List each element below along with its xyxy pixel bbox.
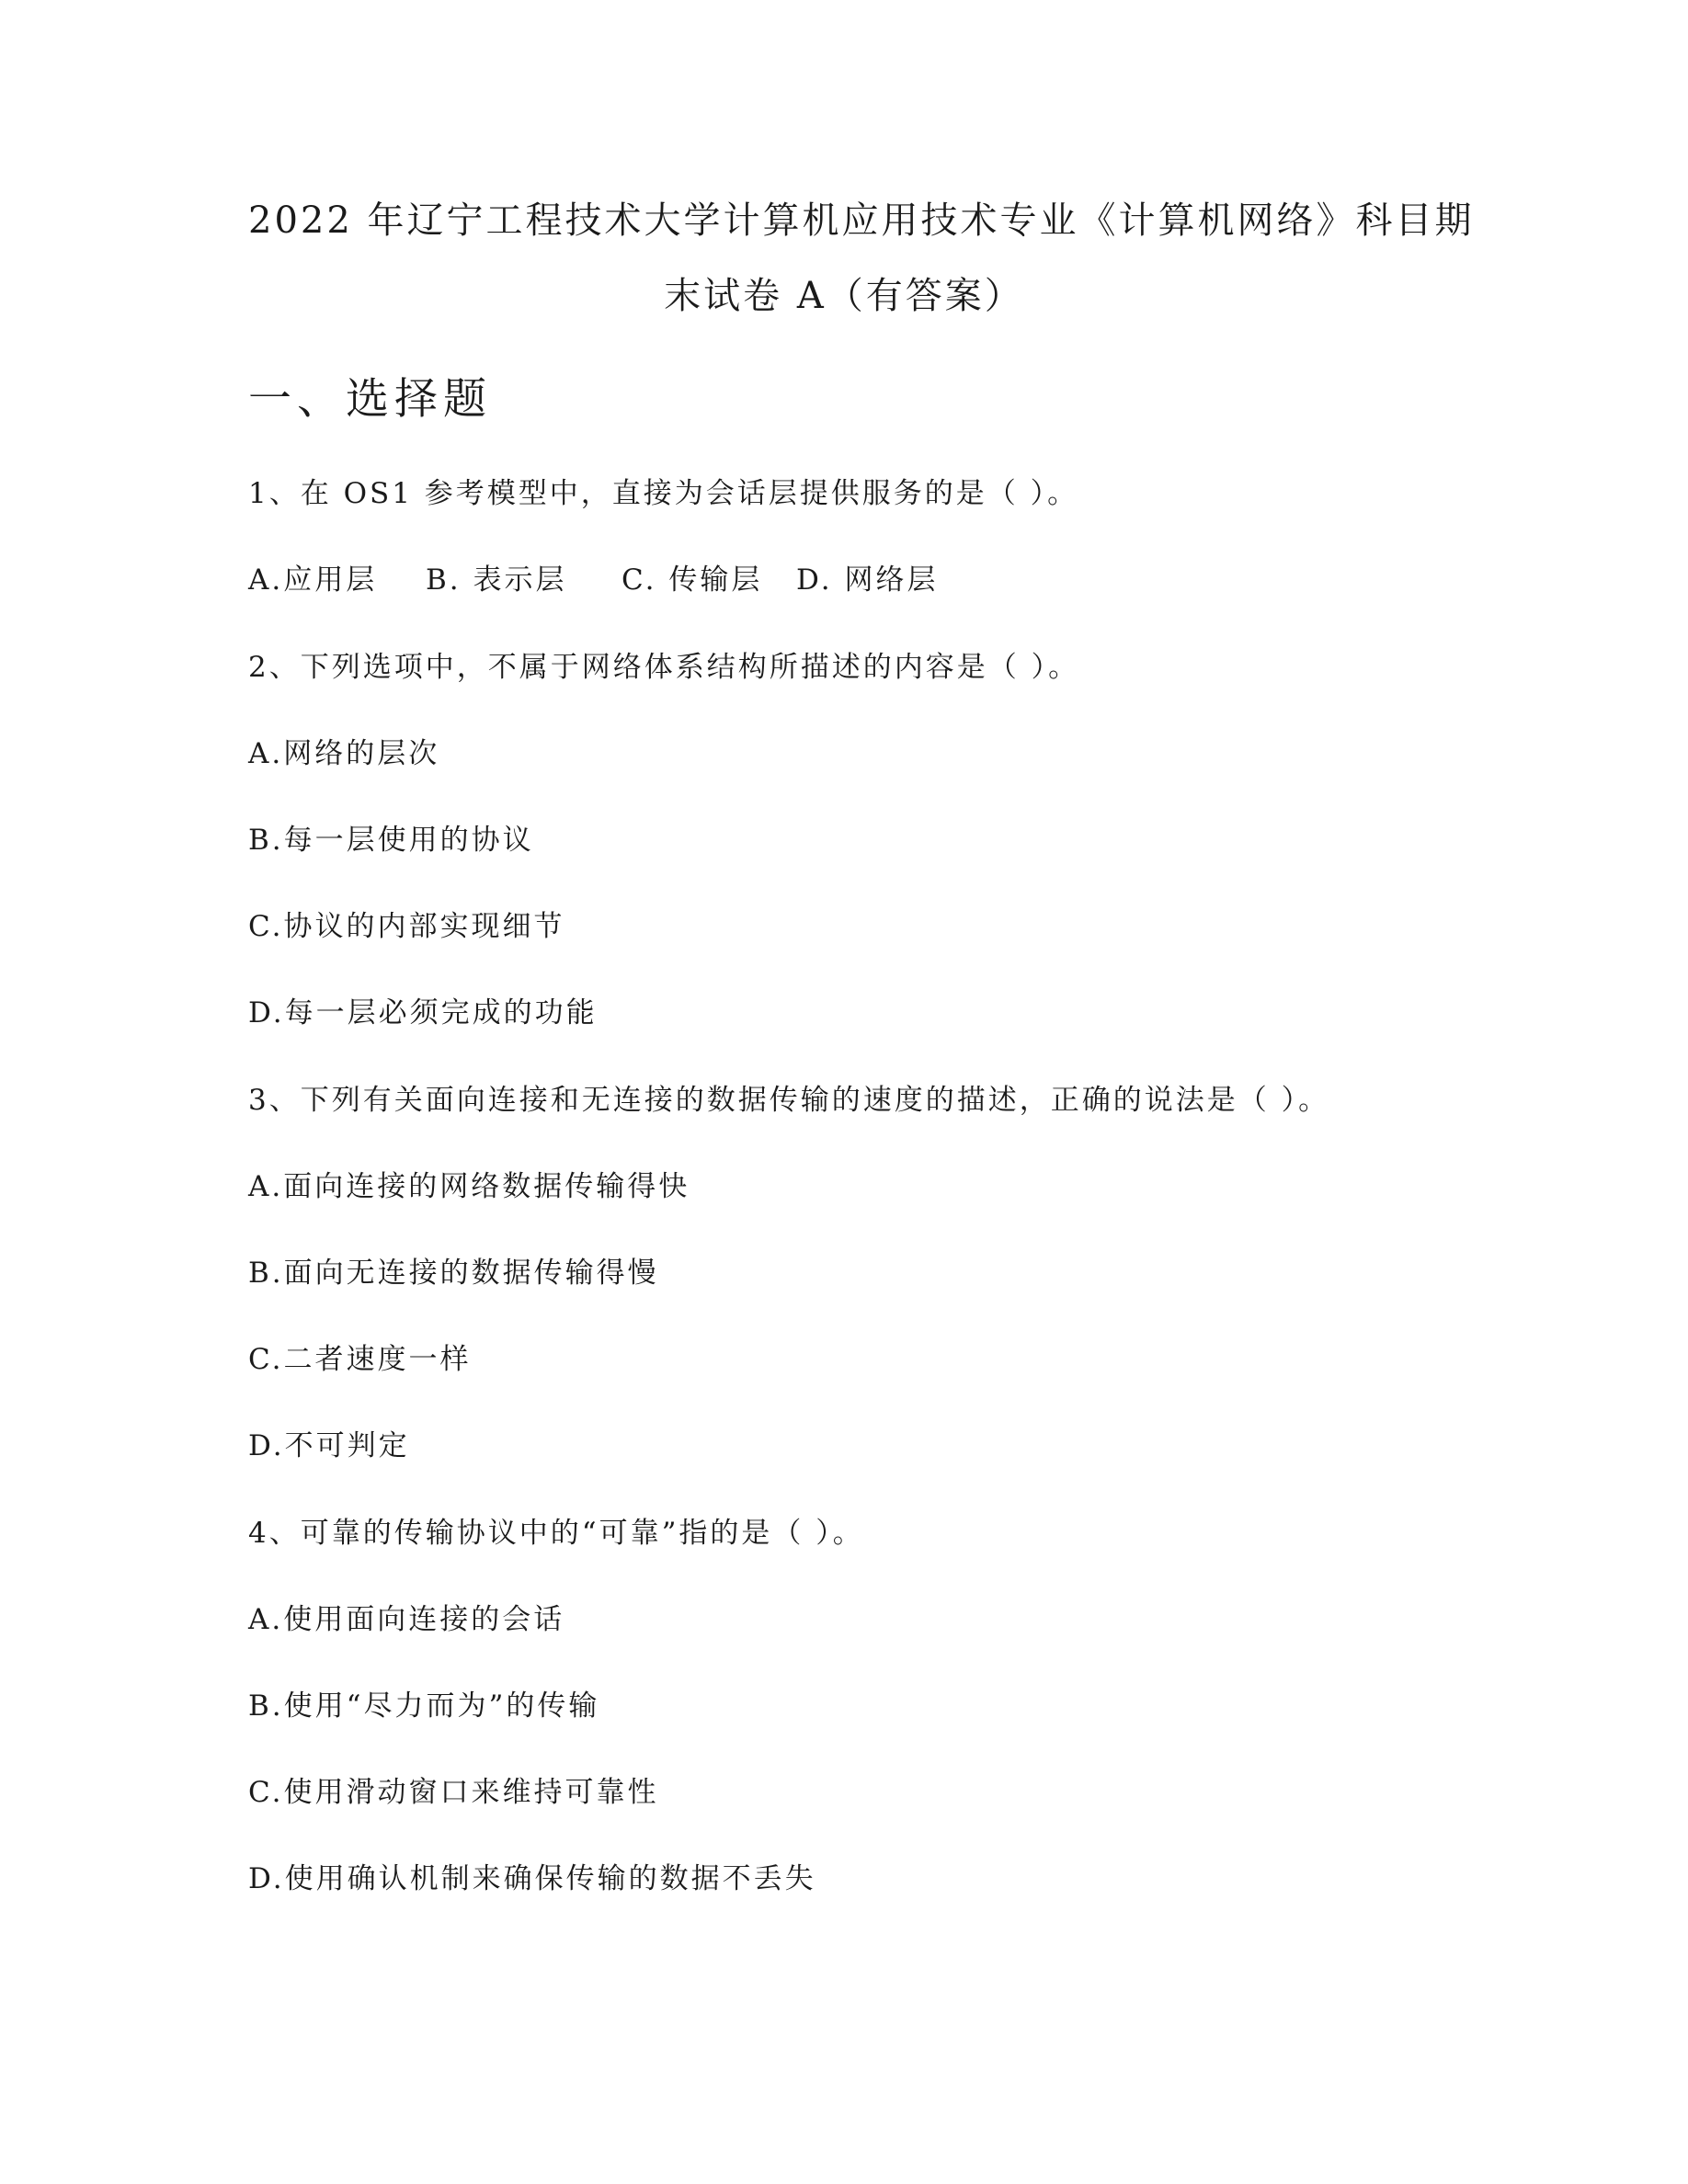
question-2-option-b: B.每一层使用的协议 <box>248 824 534 857</box>
question-3-option-d: D.不可判定 <box>248 1429 410 1462</box>
question-2-option-c: C.协议的内部实现细节 <box>248 910 565 943</box>
question-4-option-c: C.使用滑动窗口来维持可靠性 <box>248 1776 659 1809</box>
question-4-option-d: D.使用确认机制来确保传输的数据不丢失 <box>248 1862 816 1895</box>
exam-title-line-2: 末试卷 A（有答案） <box>664 275 1024 317</box>
question-1-options <box>248 556 938 597</box>
question-2-option-d: D.每一层必须完成的功能 <box>248 996 598 1029</box>
question-4-option-a: A.使用面向连接的会话 <box>248 1603 565 1636</box>
question-2-stem: 2、下列选项中，不属于网络体系结构所描述的内容是（ ）。 <box>248 651 1080 684</box>
question-1-stem: 1、在 OS1 参考模型中，直接为会话层提供服务的是（ ）。 <box>248 477 1079 510</box>
question-3-stem: 3、下列有关面向连接和无连接的数据传输的速度的描述，正确的说法是（ ）。 <box>248 1084 1330 1117</box>
question-3-option-b: B.面向无连接的数据传输得慢 <box>248 1257 659 1290</box>
exam-title-line-1: 2022 年辽宁工程技术大学计算机应用技术专业《计算机网络》科目期 <box>248 199 1475 242</box>
question-3-option-a: A.面向连接的网络数据传输得快 <box>248 1170 690 1203</box>
question-4-stem: 4、可靠的传输协议中的“可靠”指的是（ ）。 <box>248 1517 864 1550</box>
question-1-option-b: B. 表示层 <box>426 563 567 597</box>
question-1-option-d: D. 网络层 <box>796 563 939 597</box>
question-1-option-a: A.应用层 <box>248 563 378 597</box>
question-2-option-a: A.网络的层次 <box>248 737 440 770</box>
section-heading: 一、选择题 <box>248 374 492 425</box>
question-1-option-c: C. 传输层 <box>622 563 763 597</box>
question-4-option-b: B.使用“尽力而为”的传输 <box>248 1689 600 1723</box>
question-3-option-c: C.二者速度一样 <box>248 1343 472 1376</box>
